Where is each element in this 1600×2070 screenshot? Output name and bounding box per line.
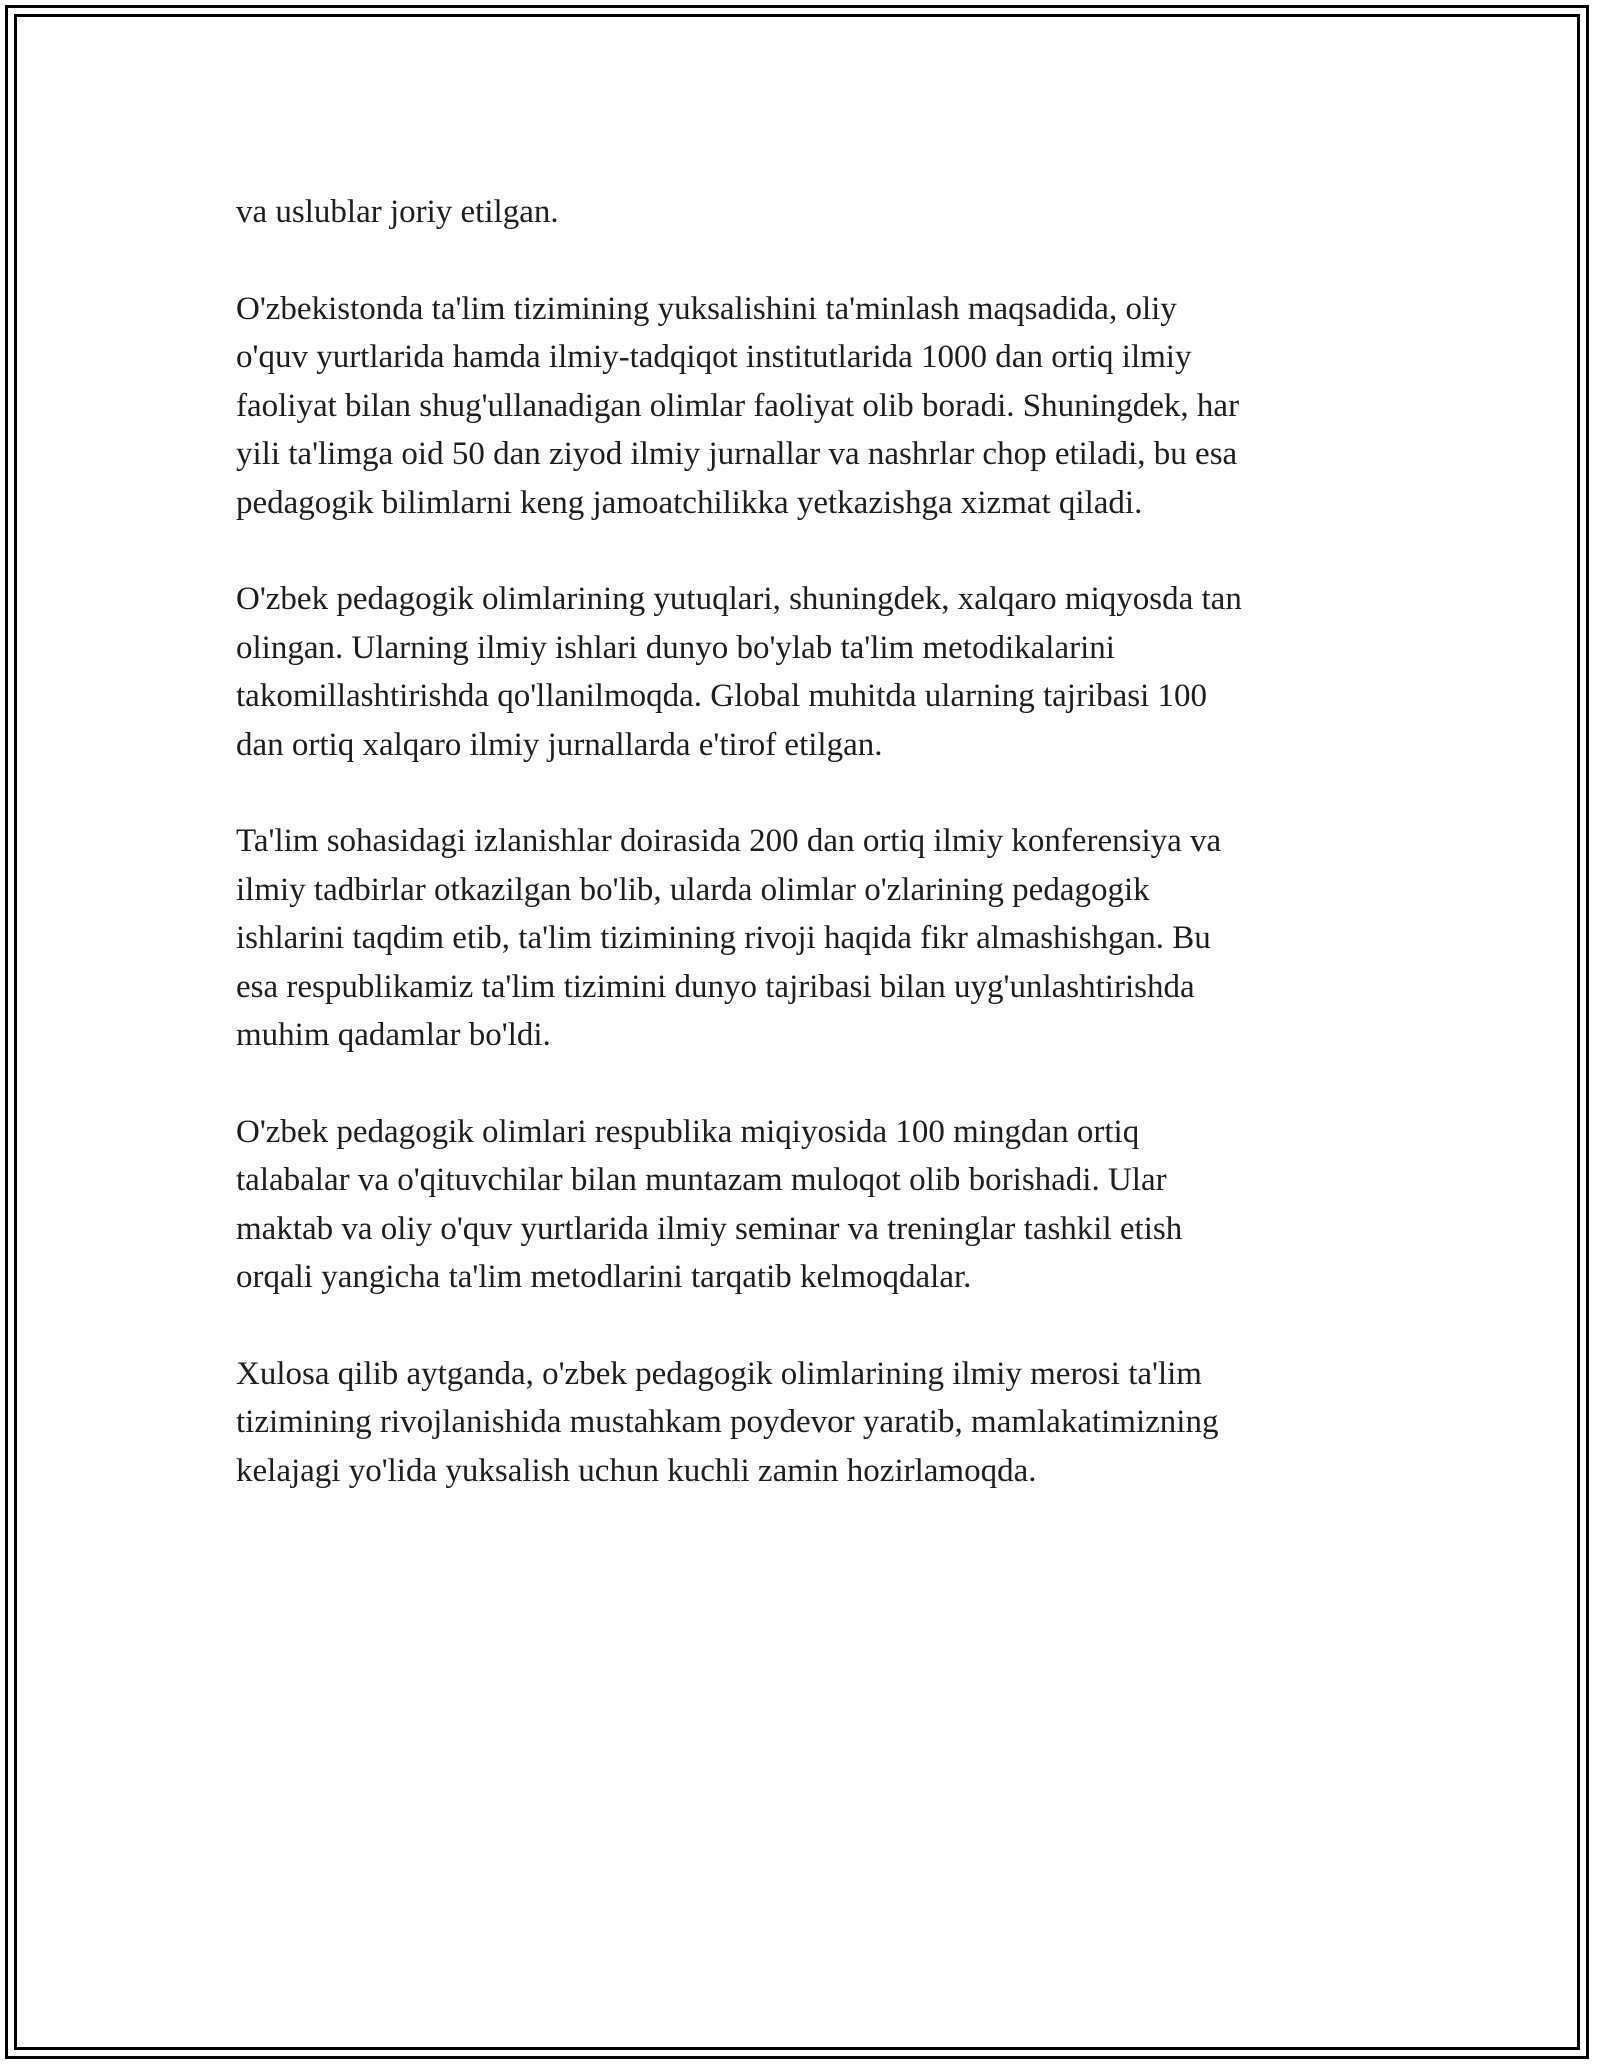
paragraph-research-institutions: O'zbekistonda ta'lim tizimining yuksalishini ta'minlash maqsadida, oliy o'quv yurtlarida hamda ilmiy-tadqiqot institutlarida 1000 dan ortiq ilmiy faoliyat bilan shug'ullanadigan olimlar faoliyat olib boradi. Shuningdek, har yili ta'limga oid 50 dan ziyod ilmiy jurnallar va nashrlar chop etiladi, bu esa pedagogik bilimlarni keng jamoatchilikka yetkazishga xizmat qiladi.	[236, 290, 1240, 521]
paragraph-international-recognition: O'zbek pedagogik olimlarining yutuqlari, shuningdek, xalqaro miqyosda tan olingan. Ularning ilmiy ishlari dunyo bo'ylab ta'lim metodikalarini takomillashtirishda qo'llanilmoqda. Global muhitda ularning tajribasi 100 dan ortiq xalqaro ilmiy jurnallarda e'tirof etilgan.	[236, 581, 1242, 763]
paragraph-conclusion: Xulosa qilib aytganda, o'zbek pedagogik olimlarining ilmiy merosi ta'lim tizimining rivojlanishida mustahkam poydevor yaratib, mamlakatimizning kelajagi yo'lida yuksalish uchun kuchli zamin hozirlamoqda.	[236, 1355, 1219, 1489]
paragraph-conferences: Ta'lim sohasidagi izlanishlar doirasida 200 dan ortiq ilmiy konferensiya va ilmiy tadbirlar otkazilgan bo'lib, ularda olimlar o'zlarining pedagogik ishlarini taqdim etib, ta'lim tizimining rivoji haqida fikr almashishgan. Bu esa respublikamiz ta'lim tizimini dunyo tajribasi bilan uyg'unlashtirishda muhim qadamlar bo'ldi.	[236, 823, 1222, 1053]
document-body	[236, 188, 1376, 1543]
paragraph-students-teachers: O'zbek pedagogik olimlari respublika miqiyosida 100 mingdan ortiq talabalar va o'qituvchilar bilan muntazam muloqot olib borishadi. Ular maktab va oliy o'quv yurtlarida ilmiy seminar va treninglar tashkil etish orqali yangicha ta'lim metodlarini tarqatib kelmoqdalar.	[236, 1113, 1183, 1295]
paragraph-continuation: va uslublar joriy etilgan.	[236, 194, 559, 230]
